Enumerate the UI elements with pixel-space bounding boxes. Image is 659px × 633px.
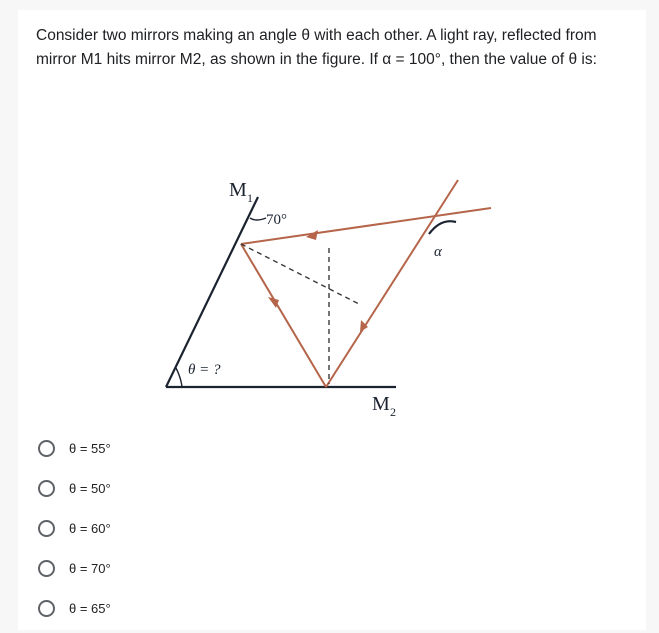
- question-text: Consider two mirrors making an angle θ with each other. A light ray, reflected from mirror M1 hits mirror M2, as shown in the figure. If α = 100°, then the value of θ is:: [36, 27, 597, 68]
- answer-options: [38, 428, 438, 628]
- label-theta: θ = ?: [188, 362, 221, 378]
- radio-button[interactable]: [38, 480, 55, 497]
- option-4[interactable]: [38, 588, 438, 628]
- radio-button[interactable]: [38, 440, 55, 457]
- label-70: 70°: [266, 212, 287, 228]
- option-label: θ = 50°: [69, 480, 111, 496]
- option-label: θ = 65°: [69, 600, 111, 616]
- radio-button[interactable]: [38, 560, 55, 577]
- option-3[interactable]: [38, 548, 438, 588]
- label-m1: M: [229, 179, 247, 201]
- radio-button[interactable]: [38, 600, 55, 617]
- radio-button[interactable]: [38, 520, 55, 537]
- option-2[interactable]: [38, 508, 438, 548]
- reflected-ray-2: [326, 180, 458, 387]
- option-0[interactable]: [38, 428, 438, 468]
- angle-70-arc: [250, 218, 266, 220]
- mirror-figure: [146, 160, 526, 430]
- option-label: θ = 60°: [69, 520, 111, 536]
- mirror-m1-line: [166, 197, 258, 387]
- option-label: θ = 70°: [69, 560, 111, 576]
- label-m2-sub: 2: [390, 405, 396, 419]
- theta-arc: [176, 368, 182, 387]
- label-m2: M: [372, 393, 390, 415]
- option-1[interactable]: [38, 468, 438, 508]
- mirror-diagram: [146, 160, 526, 430]
- option-label: θ = 55°: [69, 440, 111, 456]
- alpha-arc: [429, 221, 456, 234]
- label-m1-sub: 1: [247, 191, 253, 205]
- label-alpha: α: [434, 244, 442, 260]
- question-card: [18, 10, 646, 630]
